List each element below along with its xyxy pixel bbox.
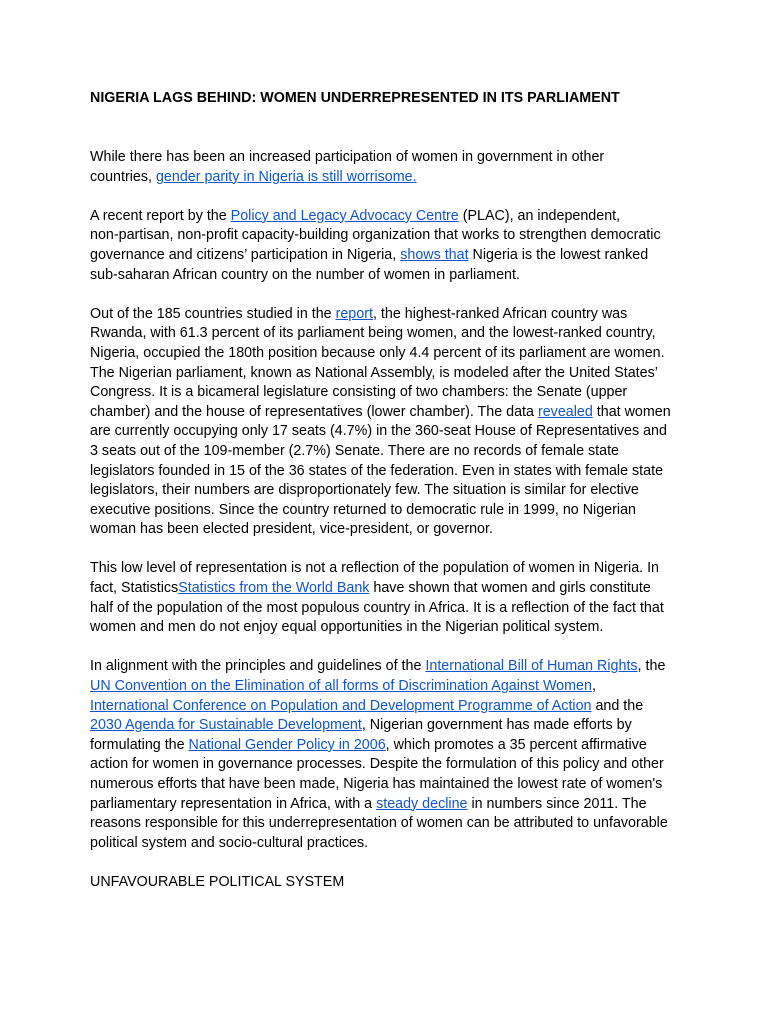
gender-policy-link[interactable]: National Gender Policy in 2006: [188, 736, 386, 753]
text-span: countries,: [90, 168, 156, 185]
shows-that-link[interactable]: shows that: [400, 246, 469, 263]
icpd-link[interactable]: International Conference on Population and Development Programme of Action: [90, 697, 592, 714]
text-span: have shown that women and girls constitute: [369, 580, 651, 597]
plac-report-paragraph: [90, 207, 690, 285]
document-page: [90, 88, 690, 912]
document-title: NIGERIA LAGS BEHIND: WOMEN UNDERREPRESENTED IN ITS PARLIAMENT: [90, 90, 620, 106]
text-span: ,: [591, 678, 596, 695]
text-span: governance and citizens’ participation in Nigeria,: [90, 246, 401, 263]
bill-of-rights-link[interactable]: International Bill of Human Rights: [425, 658, 638, 675]
text-span: formulating the: [90, 736, 189, 753]
text-span: Out of the 185 countries studied in the: [90, 305, 336, 322]
text-span: , Nigerian government has made efforts by: [361, 717, 632, 734]
text-line: sub-saharan African country on the number of women in parliament.: [90, 266, 520, 283]
world-bank-link[interactable]: Statistics from the World Bank: [178, 580, 370, 597]
text-span: , the highest-ranked African country was: [372, 305, 628, 322]
text-span: in numbers since 2011. The: [467, 795, 647, 812]
text-line: [90, 677, 690, 697]
text-line: numerous efforts that have been made, Nigeria has maintained the lowest rate of women's: [90, 776, 663, 792]
text-span: A recent report by the: [90, 207, 231, 224]
text-span: In alignment with the principles and guidelines of the: [90, 658, 426, 675]
text-line: [90, 403, 690, 423]
text-line: [90, 736, 690, 756]
section-heading: UNFAVOURABLE POLITICAL SYSTEM: [90, 873, 345, 890]
revealed-link[interactable]: revealed: [537, 403, 593, 420]
gender-parity-link[interactable]: gender parity in Nigeria is still worrisome.: [155, 168, 417, 185]
text-line: reasons responsible for this underrepresentation of women can be attributed to unfavorable: [90, 815, 668, 832]
text-line: [90, 148, 690, 168]
text-line: [90, 168, 690, 188]
text-span: chamber) and the house of representatives (lower chamber). The data: [90, 403, 538, 420]
text-line: [90, 716, 690, 736]
text-line: This low level of representation is not a reflection of the population of women in Nigeria. In: [90, 560, 660, 577]
text-line: [90, 795, 690, 815]
text-span: fact, Statistics: [90, 580, 179, 597]
text-span: parliamentary representation in Africa, with a: [90, 795, 377, 812]
text-line: Nigeria, occupied the 180th position because only 4.4 percent of its parliament are women.: [90, 344, 665, 361]
text-line: [90, 579, 690, 599]
text-line: executive positions. Since the country returned to democratic rule in 1999, no Nigerian: [90, 501, 636, 518]
text-span: Nigeria is the lowest ranked: [468, 246, 649, 263]
text-span: that women: [592, 403, 671, 420]
text-line: women and men do not enjoy equal opportunities in the Nigerian political system.: [90, 619, 604, 636]
rankings-paragraph: [90, 305, 690, 540]
text-line: woman has been elected president, vice-president, or governor.: [90, 521, 493, 538]
text-line: The Nigerian parliament, known as National Assembly, is modeled after the United States’: [90, 364, 658, 381]
text-line: non-partisan, non-profit capacity-building organization that works to strengthen democratic: [90, 227, 661, 244]
plac-link[interactable]: Policy and Legacy Advocacy Centre: [230, 207, 459, 224]
text-span: , the: [637, 658, 666, 675]
text-line: [90, 657, 690, 677]
policy-paragraph: [90, 657, 690, 853]
text-line: are currently occupying only 17 seats (4.7%) in the 360-seat House of Representatives and: [90, 423, 667, 440]
text-line: Rwanda, with 61.3 percent of its parliament being women, and the lowest-ranked country,: [90, 325, 656, 342]
text-span: , which promotes a 35 percent affirmative: [385, 736, 647, 753]
text-span: While there has been an increased participation of women in government in other: [90, 149, 605, 165]
text-line: [90, 697, 690, 717]
text-line: [90, 246, 690, 266]
text-line: legislators founded in 15 of the 36 states of the federation. Even in states with female state: [90, 462, 664, 479]
text-line: political system and socio-cultural practices.: [90, 834, 369, 851]
agenda-2030-link[interactable]: 2030 Agenda for Sustainable Development: [90, 717, 362, 734]
population-paragraph: [90, 559, 690, 637]
text-line: [90, 207, 690, 227]
report-link[interactable]: report: [335, 305, 373, 322]
text-line: [90, 305, 690, 325]
text-line: action for women in governance processes. Despite the formulation of this policy and other: [90, 756, 664, 773]
text-line: half of the population of the most populous country in Africa. It is a reflection of the fact that: [90, 599, 664, 616]
un-convention-link[interactable]: UN Convention on the Elimination of all forms of Discrimination Against Women: [90, 678, 592, 695]
text-span: (PLAC), an independent,: [458, 207, 621, 224]
text-span: and the: [591, 697, 644, 714]
text-line: 3 seats out of the 109-member (2.7%) Senate. There are no records of female state: [90, 442, 620, 459]
intro-paragraph: [90, 148, 690, 187]
text-line: Congress. It is a bicameral legislature consisting of two chambers: the Senate (upper: [90, 384, 628, 401]
steady-decline-link[interactable]: steady decline: [376, 795, 468, 812]
text-line: legislators, their numbers are disproportionately few. The situation is similar for elective: [90, 482, 639, 499]
